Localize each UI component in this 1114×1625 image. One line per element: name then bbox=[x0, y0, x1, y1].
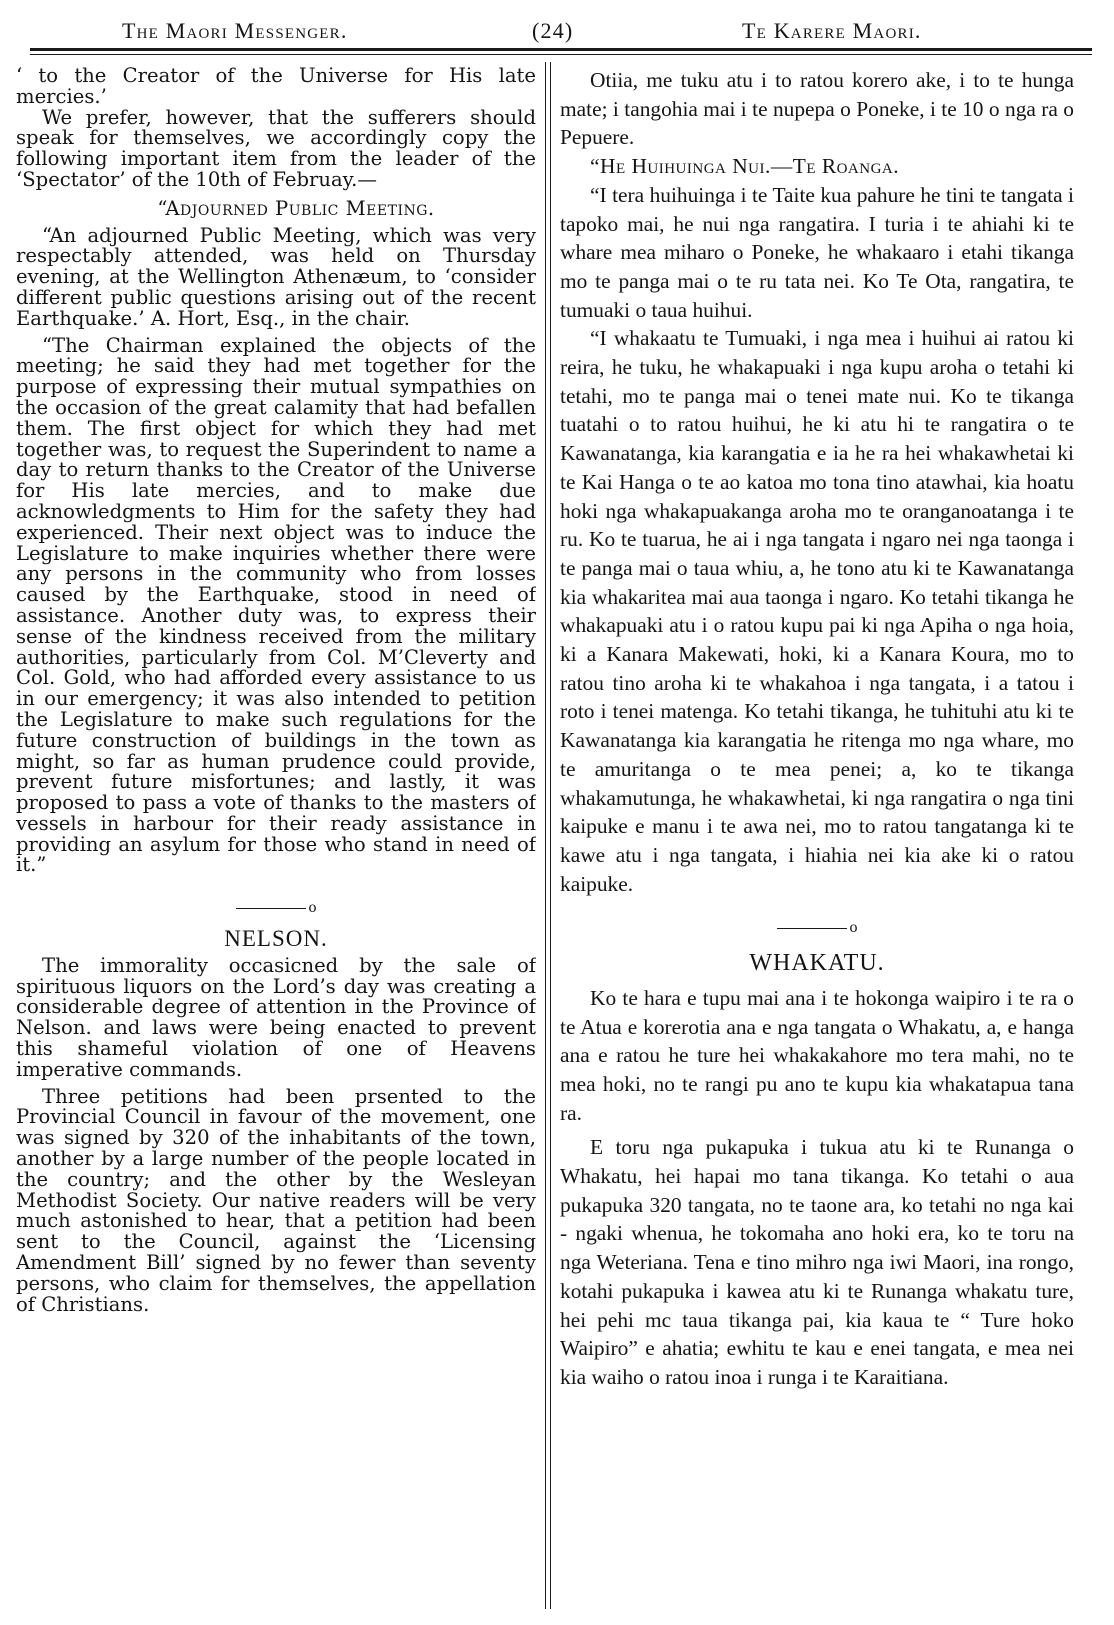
section-separator: o bbox=[560, 914, 1074, 943]
paragraph: “I tera huihuinga i te Taite kua pahure he tini te tangata i tapoko mai, he nui nga rangatira. I turia i te ahiahi ki te whare mea miharo o Poneke, he whakaaro i etahi tikanga mo te panga mai o te ru tata nei. Ko Te Ota, rangatira, te tumuaki o taua huihui. bbox=[560, 182, 1074, 322]
section-separator: o bbox=[16, 898, 536, 919]
paragraph: “The Chairman explained the objects of the meeting; he said they had met together for the purpose of expressing their mutual sympathies on the occasion of the great calamity that had befallen them. The first object for which they had met together was, to request the Superindent to name a day to return thanks to the Creator of the Universe for His late mercies, and to make due acknowledgments to Him for the safety they had experienced. Their next object was to induce the Legislature to make inquiries whether there were any persons in the community who from losses caused by the Earthquake, stood in need of assistance. Another duty was, to express their sense of the kindness received from the military authorities, particularly from Col. M’Cleverty and Col. Gold, who had afforded every assistance to us in our emergency; it was also intended to petition the Legislature to make such regulations for the future construction of buildings in the town as might, so far as human prudence could provide, prevent future misfortunes; and lastly, it was proposed to pass a vote of thanks to the masters of vessels in harbour for their ready assistance in providing an asylum for those who stand in need of it.” bbox=[16, 333, 536, 877]
maori-column bbox=[560, 66, 1074, 1615]
header-rule-thick bbox=[30, 48, 1092, 51]
paragraph: E toru nga pukapuka i tukua atu ki te Runanga o Whakatu, hei hapai mo tana tikanga. Ko tetahi o aua pukapuka 320 tangata, no te taone ara, ko tetahi no nga kai - ngaki whenua, he tokomaha ano hoki era, ko te toru na nga Weteriana. Tena e tino mihro nga iwi Maori, ina rongo, kotahi pukapuka i kawea atu ki te Runanga whakatu ture, hei pehi mc taua tikanga pai, kia kaua te “ Ture hoko Waipiro” e ahatia; ewhitu te kau e enei tangata, e mea nei kia waiho o ratou inoa i runga i te Karaitiana. bbox=[560, 1135, 1074, 1389]
page-number: (24) bbox=[532, 18, 574, 43]
subheading: “He Huihuinga Nui.—Te Roanga. bbox=[590, 154, 900, 179]
paragraph: Ko te hara e tupu mai ana i te hokonga waipiro i te ra o te Atua e korerotia ana e nga tangata o Whakatu, a, e hanga ana e ratou he ture hei whakakahore mo tera mahi, no te mea hoki, no te rangi pu ano te kupu kia whakatapua tana ra. bbox=[560, 985, 1074, 1125]
subheading: “Adjourned Public Meeting. bbox=[157, 196, 435, 220]
paragraph: “An adjourned Public Meeting, which was very respectably attended, was held on Thursday evening, at the Wellington Athenæum, to ‘consider different public questions arising out of the recent Earthquake.’ A. Hort, Esq., in the chair. bbox=[16, 223, 536, 330]
paragraph: Three petitions had been prsented to the Provincial Council in favour of the movement, one was signed by 320 of the inhabitants of the town, another by a large number of the people located in the country; and the other by the Wesleyan Methodist Society. Our native readers will be very much astonished to hear, that a petition had been sent to the Council, against the ‘Licensing Amendment Bill’ signed by no fewer than seventy persons, who claim for themselves, the appellation of Christians. bbox=[16, 1084, 536, 1316]
column-divider bbox=[550, 62, 551, 1609]
english-column bbox=[16, 66, 536, 1615]
section-title-whakatu: WHAKATU. bbox=[749, 950, 885, 977]
paragraph: The immorality occasicned by the sale of spirituous liquors on the Lord’s day was creating a considerable degree of attention in the Province of Nelson. and laws were being enacted to prevent this shameful violation of one of Heavens imperative commands. bbox=[16, 953, 536, 1081]
header-maori-title: Te Karere Maori. bbox=[742, 18, 922, 43]
page-header bbox=[32, 14, 1090, 44]
header-english-title: The Maori Messenger. bbox=[122, 18, 348, 43]
paragraph: We prefer, however, that the sufferers should speak for themselves, we accordingly copy the following important item from the leader of the ‘Spectator’ of the 10th of Februay.— bbox=[16, 105, 536, 191]
header-rule-thin bbox=[30, 54, 1092, 55]
paragraph: Otiia, me tuku atu i to ratou korero ake, i to te hunga mate; i tangohia mai i te nupepa o Poneke, i te 10 o nga ra o Pepuere. bbox=[560, 68, 1074, 150]
column-divider bbox=[545, 62, 546, 1609]
paragraph: “I whakaatu te Tumuaki, i nga mea i huihui ai ratou ki reira, he tuku, he whakapuaki i nga kupu aroha o tetahi ki tetahi, mo te panga mai o tenei mate nui. Ko te tikanga tuatahi o to ratou huihui, he ki atu hi te rangatira o te Kawanatanga, kia karangatia e ia he ra hei whakawhetai ki te Kai Hanga o te ao katoa mo tona tino atawhai, kia hoatu hoki nga whakapuakanga aroha mo te oranganoatanga i te ru. Ko te tuarua, he ai i nga tangata i ngaro nei nga taonga i te panga mai o taua whiu, a, he tono atu ki te Kawanatanga kia whakaritea mai aua taonga i ngaro. Ko tetahi tikanga he whakapuaki atu i o ratou kupu pai ki nga Apiha o nga hoia, ki a Kanara Makewati, hoki, ki a Kanara Koura, mo to ratou tino aroha ki te whakahoa i nga tangata, i a tatou i roto i tenei matenga. Ko tetahi tikanga, he tuhituhi atu ki te Kawanatanga kia karangatia he ritenga mo nga whare, mo te amuritanga o te mea penei; a, ko te tikanga whakamutunga, he whakawhetai, ki nga rangatira o nga tini kaipuke e manu i te awa nei, mo to ratou tangatanga ki te kawe atu i nga tangata, i hiahia nei kia ake ki o ratou kaipuke. bbox=[560, 326, 1074, 896]
section-title-nelson: NELSON. bbox=[224, 926, 328, 952]
paragraph: ‘ to the Creator of the Universe for His late mercies.’ bbox=[16, 66, 536, 108]
